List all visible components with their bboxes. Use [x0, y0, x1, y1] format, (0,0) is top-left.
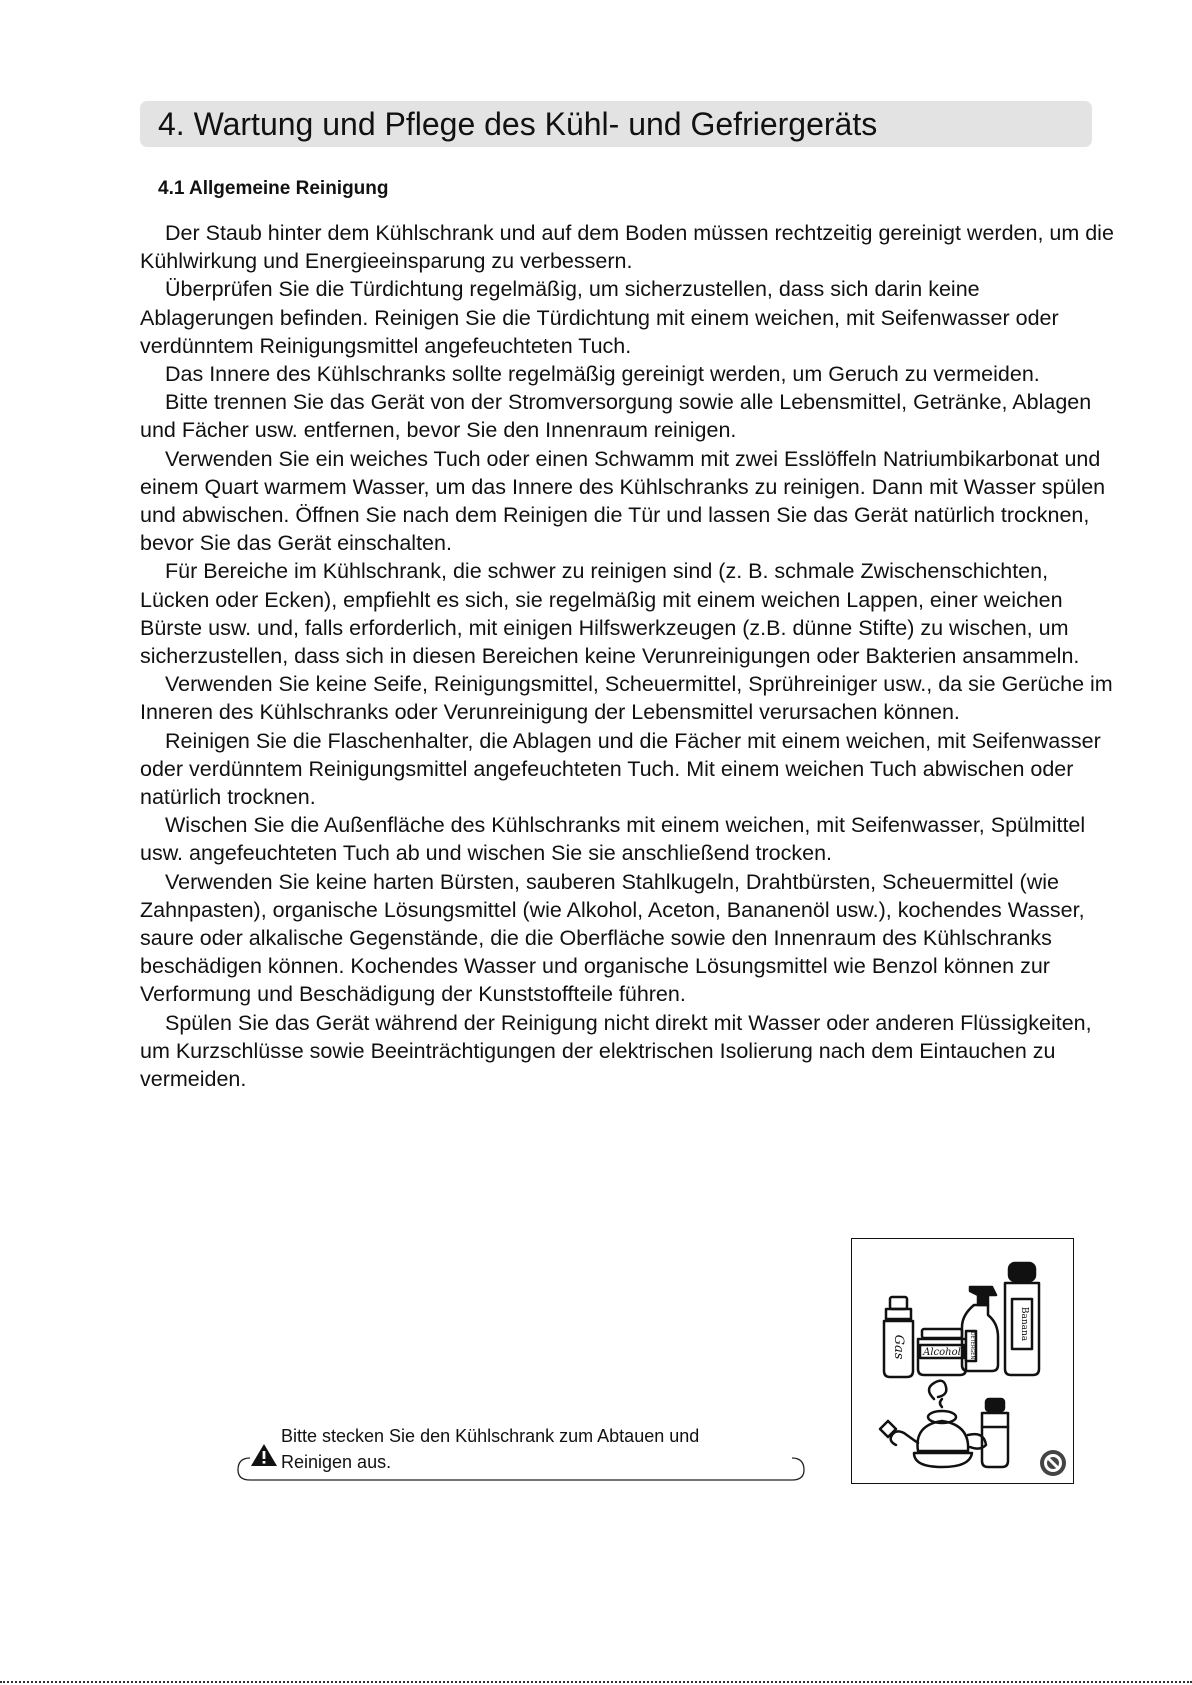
prohibited-icon — [1040, 1450, 1066, 1476]
paragraph: Das Innere des Kühlschranks sollte regelmäßig gereinigt werden, um Geruch zu vermeiden. — [165, 362, 1040, 387]
cleaning-agents-illustration — [851, 1238, 1074, 1484]
paragraph: Bitte trennen Sie das Gerät von der Stromversorgung sowie alle Lebensmittel, Getränke, Ablagen und Fächer usw. entfernen, bevor Sie den Innenraum reinigen. — [140, 390, 1092, 443]
paragraph: Spülen Sie das Gerät während der Reinigung nicht direkt mit Wasser oder anderen Flüssigkeiten, um Kurzschlüsse sowie Beeinträchtigungen der elektrischen Isolierung nach dem Eintauchen zu vermeiden. — [140, 1010, 1092, 1092]
banana-label: Banana — [1019, 1306, 1029, 1342]
warning-line: Reinigen aus. — [281, 1452, 392, 1472]
page-bottom-rule — [0, 1681, 1192, 1683]
paragraph: Verwenden Sie keine harten Bürsten, sauberen Stahlkugeln, Drahtbürsten, Scheuermittel (wie Zahnpasten), organische Lösungsmittel (wie Alkohol, Aceton, Bananenöl usw.), kochendes Wasser, saure oder alkalische Gegenstände, die die Oberfläche sowie den Innenraum des Kühlschranks beschädigen können. Kochendes Wasser und organische Lösungsmittel wie Benzol können zur Verformung und Beschädigung der Kunststoffteile führen. — [140, 869, 1085, 1007]
paragraph: Der Staub hinter dem Kühlschrank und auf dem Boden müssen rechtzeitig gereinigt werden, um die Kühlwirkung und Energieeinsparung zu verbessern. — [140, 221, 1114, 274]
detergent-label: DETERGENT — [969, 1331, 975, 1363]
alcohol-jar-icon — [918, 1329, 966, 1375]
gas-bottle-icon — [884, 1297, 913, 1377]
warning-line: Bitte stecken Sie den Kühlschrank zum Abtauen und — [281, 1426, 700, 1446]
paragraph: Wischen Sie die Außenfläche des Kühlschranks mit einem weichen, mit Seifenwasser, Spülmittel usw. angefeuchteten Tuch ab und wischen Sie sie anschließend trocken. — [140, 813, 1086, 866]
warning-triangle-icon — [250, 1443, 278, 1467]
chapter-header — [140, 101, 1092, 147]
gas-label: Gas — [891, 1334, 906, 1360]
section-heading: 4.1 Allgemeine Reinigung — [158, 178, 389, 199]
chapter-title: 4. Wartung und Pflege des Kühl- und Gefriergeräts — [158, 106, 878, 142]
paragraph: Verwenden Sie ein weiches Tuch oder einen Schwamm mit zwei Esslöffeln Natriumbikarbonat und einem Quart warmem Wasser, um das Innere des Kühlschranks zu reinigen. Dann mit Wasser spülen und abwischen. Öffnen Sie nach dem Reinigen die Tür und lassen Sie das Gerät natürlich trocknen, bevor Sie das Gerät einschalten. — [140, 446, 1106, 556]
body-text — [140, 219, 1115, 1093]
banana-oil-bottle-icon — [1005, 1263, 1039, 1375]
boiling-kettle-icon — [880, 1381, 986, 1467]
warning-text — [281, 1423, 699, 1475]
paragraph: Reinigen Sie die Flaschenhalter, die Ablagen und die Fächer mit einem weichen, mit Seifenwasser oder verdünntem Reinigungsmittel angefeuchteten Tuch. Mit einem weichen Tuch abwischen oder natürlich trocknen. — [140, 728, 1101, 810]
paragraph: Überprüfen Sie die Türdichtung regelmäßig, um sicherzustellen, dass sich darin keine Ablagerungen befinden. Reinigen Sie die Türdichtung mit einem weichen, mit Seifenwasser oder verdünntem Reinigungsmittel angefeuchteten Tuch. — [140, 277, 1059, 358]
spray-bottle-icon — [962, 1287, 998, 1371]
warning-note — [230, 1422, 810, 1484]
small-bottle-icon — [982, 1399, 1008, 1467]
paragraph: Für Bereiche im Kühlschrank, die schwer zu reinigen sind (z. B. schmale Zwischenschichten, Lücken oder Ecken), empfiehlt es sich, sie regelmäßig mit einem weichen Lappen, einer weichen Bürste usw. und, falls erforderlich, mit einigen Hilfswerkzeugen (z.B. dünne Stifte) zu wischen, um sicherzustellen, dass sich in diesen Bereichen keine Verunreinigungen oder Bakterien ansammeln. — [140, 559, 1080, 669]
alcohol-label: Alcohol — [923, 1347, 961, 1358]
paragraph: Verwenden Sie keine Seife, Reinigungsmittel, Scheuermittel, Sprühreiniger usw., da sie Gerüche im Inneren des Kühlschranks oder Verunreinigung der Lebensmittel verursachen können. — [140, 672, 1113, 725]
